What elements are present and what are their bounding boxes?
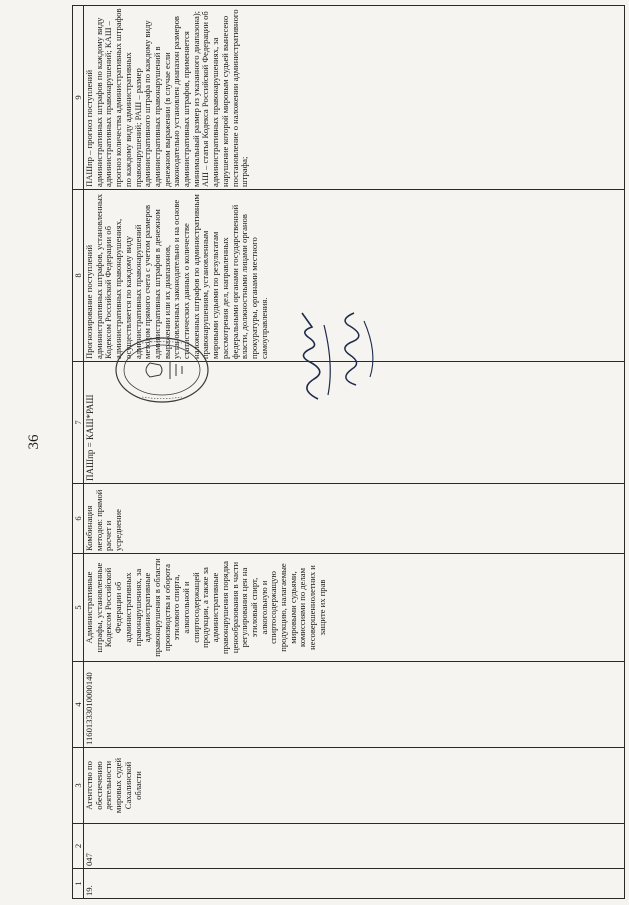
col-header-8: 8 (73, 190, 84, 362)
col-header-3: 3 (73, 748, 84, 824)
col-header-7: 7 (73, 362, 84, 484)
indicator-description: ПАШпр – прогноз поступлений административных штрафов по каждому виду административных правонарушений; КАШ – прогноз количества административных штрафов по каждому виду административных правонарушений; РАШ – размер административного штрафа по каждому виду административных правонарушений в денежном выражении (в случае если законодательно установлен диапазон размеров административных штрафов, применяется минимальный размер из указанного диапазона); АШ – статья Кодекса Российской Федерации об административных правонарушениях, за нарушение которой мировым судьей вынесено постановление о наложении административного штрафа; (84, 6, 625, 190)
col-header-6: 6 (73, 484, 84, 554)
row-number: 19. (84, 869, 625, 899)
admin-code: 047 (84, 824, 625, 869)
col-header-4: 4 (73, 662, 84, 748)
column-number-row (73, 6, 84, 899)
handwritten-signatures (294, 285, 389, 405)
agency-name: Агентство по обеспечению деятельности мировых судей Сахалинской области (84, 748, 625, 824)
forecast-formula: ПАШпр = КАШ*РАШ (84, 362, 625, 484)
revenue-forecast-table (72, 5, 625, 899)
page-number: 36 (26, 434, 42, 450)
col-header-2: 2 (73, 824, 84, 869)
col-header-1: 1 (73, 869, 84, 899)
forecast-method: Комбинация методов: прямой расчет и усреднение (84, 484, 625, 554)
table-row (84, 6, 625, 899)
kbk-code: 11601333010000140 (84, 662, 625, 748)
col-header-9: 9 (73, 6, 84, 190)
col-header-5: 5 (73, 554, 84, 662)
official-stamp (112, 335, 212, 405)
rotated-page (64, 0, 629, 905)
calculation-algorithm: Прогнозирование поступлений административных штрафов, установленных Кодексом Российской Федерации об административных правонарушениях, осуществляется по каждому виду административных правонарушений методом прямого счета с учетом размеров административных штрафов в денежном выражении или их диапазонов, установленных законодательно и на основе статистических данных о количестве наложенных штрафов по административным правонарушениям, установленным мировыми судьями по результатам рассмотрения дел, направленных федеральными органами государственной власти, должностными лицами органов прокуратуры, органами местного самоуправления. (84, 190, 625, 362)
income-name: Административные штрафы, установленные Кодексом Российской Федерации об административных правонарушениях, за административные правонарушения в области производства и оборота этилового спирта, алкогольной и спиртосодержащей продукции, а также за административные правонарушения порядка ценообразования в части регулирования цен на этиловый спирт, алкогольную и спиртосодержащую продукцию, налагаемые мировыми судьями, комиссиями по делам несовершеннолетних и защите их прав (84, 554, 625, 662)
